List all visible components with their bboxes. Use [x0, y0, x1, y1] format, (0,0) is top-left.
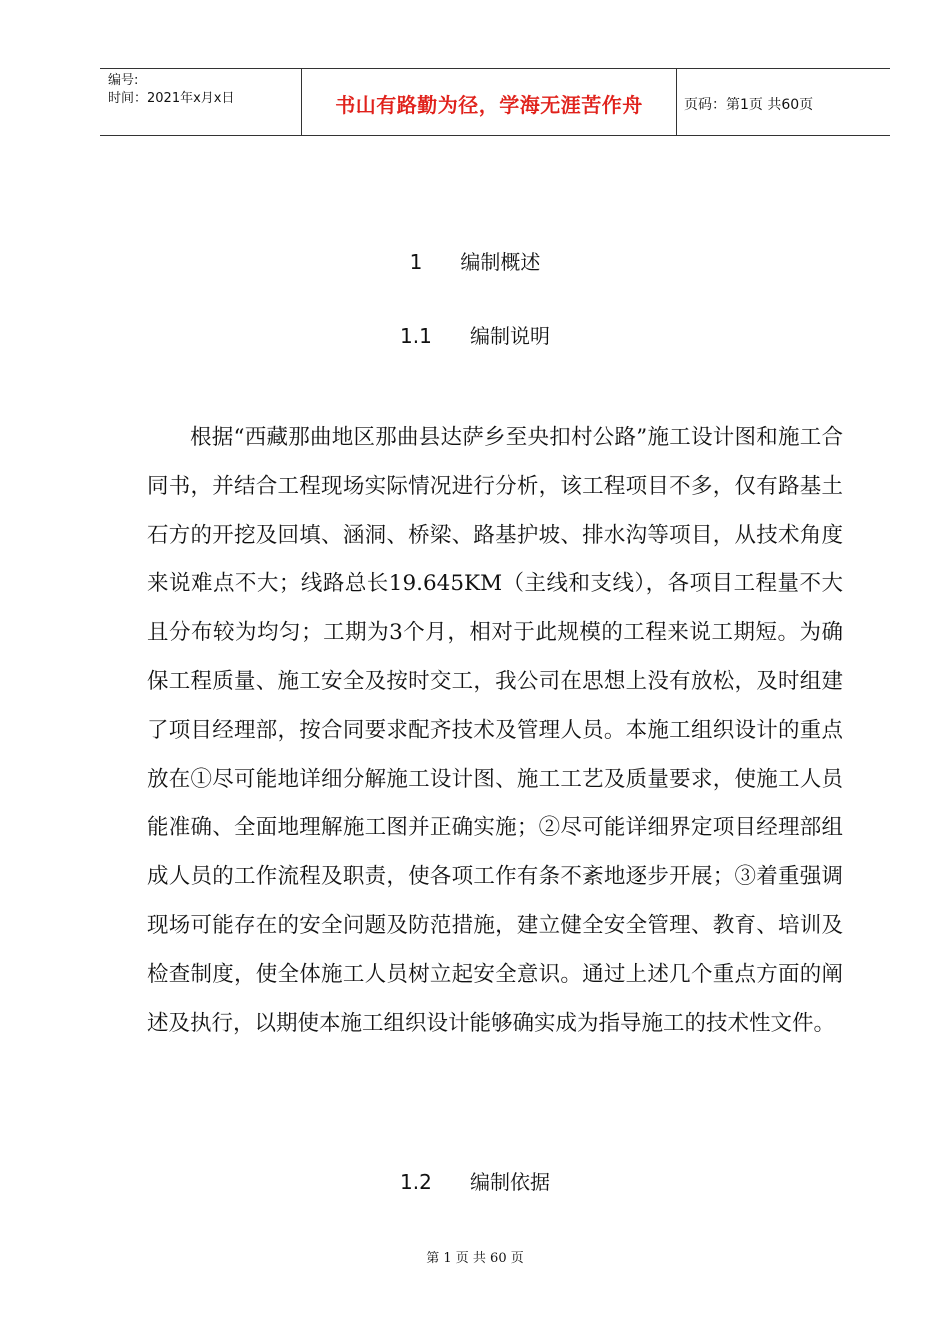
header-number-label: 编号: [108, 73, 139, 88]
header-time-label: 时间：2021年x月x日 [108, 91, 235, 106]
section-heading-1-1: 1.1 编制说明 [400, 324, 550, 348]
body-paragraph: 根据“西藏那曲地区那曲县达萨乡至央扣村公路”施工设计图和施工合同书，并结合工程现场实际情况进行分析，该工程项目不多，仅有路基土石方的开挖及回填、涵洞、桥梁、路基护坡、排水沟等项目，从技术角度来说难点不大；线路总长19.645KM（主线和支线），各项目工程量不大且分布较为均匀；工期为3个月，相对于此规模的工程来说工期短。为确保工程质量、施工安全及按时交工，我公司在思想上没有放松，及时组建了项目经理部，按合同要求配齐技术及管理人员。本施工组织设计的重点放在①尽可能地详细分解施工设计图、施工工艺及质量要求，使施工人员能准确、全面地理解施工图并正确实施；②尽可能详细界定项目经理部组成人员的工作流程及职责，使各项工作有条不紊地逐步开展；③着重强调现场可能存在的安全问题及防范措施，建立健全安全管理、教育、培训及检查制度，使全体施工人员树立起安全意识。通过上述几个重点方面的阐述及执行，以期使本施工组织设计能够确实成为指导施工的技术性文件。 [147, 425, 843, 1036]
page-header [100, 68, 890, 136]
header-page-info: 页码：第1页 共60页 [684, 97, 814, 113]
page-footer: 第 1 页 共 60 页 [426, 1251, 524, 1266]
section-heading-1-2: 1.2 编制依据 [400, 1170, 550, 1194]
chapter-heading: 1 编制概述 [409, 250, 541, 274]
header-slogan: 书山有路勤为径，学海无涯苦作舟 [335, 93, 643, 117]
header-meta [108, 72, 298, 108]
header-divider [676, 69, 677, 135]
